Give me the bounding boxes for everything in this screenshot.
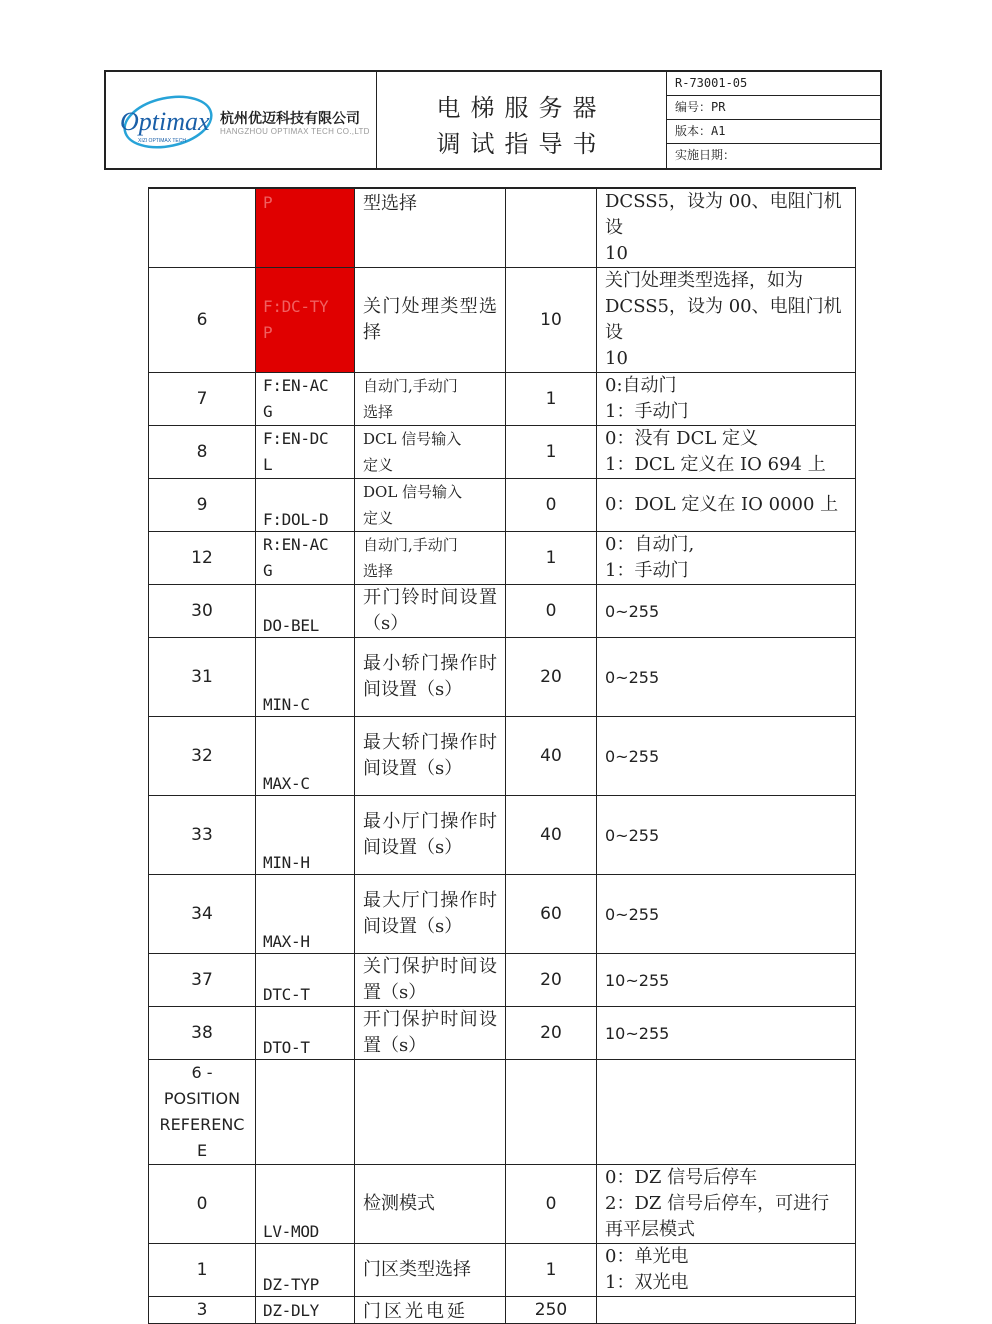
- param-number: 33: [149, 796, 256, 875]
- param-description: DOL 信号输入 定义: [355, 479, 506, 532]
- param-note: 0：单光电 1：双光电: [597, 1244, 856, 1297]
- param-note: 10~255: [597, 1007, 856, 1060]
- param-value: [506, 188, 597, 268]
- doc-version: 版本：A1: [667, 120, 880, 144]
- doc-effective-date: 实施日期：: [675, 148, 736, 162]
- param-value: 40: [506, 796, 597, 875]
- param-code: LV-MOD: [256, 1165, 355, 1244]
- doc-number: 编号：PR: [667, 96, 880, 120]
- section-heading: 6 - POSITION REFERENC E: [149, 1060, 256, 1165]
- param-value: 1: [506, 1244, 597, 1297]
- param-code: MAX-H: [256, 875, 355, 954]
- param-description: DCL 信号输入 定义: [355, 426, 506, 479]
- param-note: 0~255: [597, 585, 856, 638]
- table-row: [149, 717, 856, 796]
- table-row: [149, 875, 856, 954]
- param-number: [149, 188, 256, 268]
- svg-text:Optimax: Optimax: [120, 107, 210, 136]
- param-number: 3: [149, 1297, 256, 1324]
- param-number: 6: [149, 268, 256, 373]
- param-description: [355, 1060, 506, 1165]
- param-number: 34: [149, 875, 256, 954]
- param-description: 检测模式: [355, 1165, 506, 1244]
- param-description: 自动门,手动门 选择: [355, 373, 506, 426]
- param-note: 0：DOL 定义在 IO 0000 上: [597, 479, 856, 532]
- table-row: [149, 268, 856, 373]
- param-number: 12: [149, 532, 256, 585]
- param-code: F:EN-AC G: [256, 373, 355, 426]
- param-number: 32: [149, 717, 256, 796]
- param-description: 开门铃时间设置（s）: [355, 585, 506, 638]
- param-code: F:EN-DC L: [256, 426, 355, 479]
- param-description: 最小轿门操作时间设置（s）: [355, 638, 506, 717]
- param-code: DTC-T: [256, 954, 355, 1007]
- param-value: 10: [506, 268, 597, 373]
- table-row: [149, 1007, 856, 1060]
- table-row: [149, 954, 856, 1007]
- param-number: 7: [149, 373, 256, 426]
- title-cell: [377, 72, 667, 168]
- param-number: 37: [149, 954, 256, 1007]
- table-row: [149, 479, 856, 532]
- param-note: 关门处理类型选择，如为 DCSS5，设为 00、电阻门机设 10: [597, 268, 856, 373]
- param-description: 最小厅门操作时间设置（s）: [355, 796, 506, 875]
- param-value: 1: [506, 532, 597, 585]
- param-number: 1: [149, 1244, 256, 1297]
- parameter-table: [148, 187, 856, 1324]
- table-row: [149, 638, 856, 717]
- param-description: 关门处理类型选择: [355, 268, 506, 373]
- param-number: 8: [149, 426, 256, 479]
- param-description: 门区光电延: [355, 1297, 506, 1324]
- param-number: 9: [149, 479, 256, 532]
- param-description: 型选择: [355, 188, 506, 268]
- param-description: 门区类型选择: [355, 1244, 506, 1297]
- param-value: 20: [506, 638, 597, 717]
- doc-title-line1: 电梯服务器: [436, 94, 607, 122]
- doc-code: R-73001-05: [667, 72, 880, 96]
- param-number: 0: [149, 1165, 256, 1244]
- table-row: [149, 426, 856, 479]
- company-name-cn: 杭州优迈科技有限公司: [220, 111, 360, 127]
- param-note: [597, 1060, 856, 1165]
- table-row: [149, 1060, 856, 1165]
- param-value: 40: [506, 717, 597, 796]
- param-code: DO-BEL: [256, 585, 355, 638]
- param-code: DZ-TYP: [256, 1244, 355, 1297]
- svg-text:XIZI OPTIMAX TECH: XIZI OPTIMAX TECH: [138, 138, 186, 144]
- table-row: [149, 1165, 856, 1244]
- param-note: 0：没有 DCL 定义 1：DCL 定义在 IO 694 上: [597, 426, 856, 479]
- param-description: 关门保护时间设置（s）: [355, 954, 506, 1007]
- param-code: P: [256, 188, 355, 268]
- meta-cell: [667, 72, 880, 168]
- table-row: [149, 1244, 856, 1297]
- param-code: R:EN-AC G: [256, 532, 355, 585]
- param-value: 60: [506, 875, 597, 954]
- param-value: 20: [506, 954, 597, 1007]
- param-code: DTO-T: [256, 1007, 355, 1060]
- param-value: 0: [506, 1165, 597, 1244]
- logo-cell: [106, 72, 377, 168]
- param-note: [597, 1297, 856, 1324]
- table-row: [149, 532, 856, 585]
- param-note: 0~255: [597, 717, 856, 796]
- param-note: 0：自动门, 1：手动门: [597, 532, 856, 585]
- doc-title-line2: 调试指导书: [436, 130, 607, 158]
- param-value: [506, 1060, 597, 1165]
- param-note: 0:自动门 1：手动门: [597, 373, 856, 426]
- param-note: 10~255: [597, 954, 856, 1007]
- param-code: MAX-C: [256, 717, 355, 796]
- param-value: 0: [506, 479, 597, 532]
- param-note: 0~255: [597, 638, 856, 717]
- param-value: 1: [506, 373, 597, 426]
- table-row: [149, 373, 856, 426]
- param-code: F:DC-TY P: [256, 268, 355, 373]
- param-number: 30: [149, 585, 256, 638]
- param-code: F:DOL-D: [256, 479, 355, 532]
- param-note: DCSS5，设为 00、电阻门机设 10: [597, 188, 856, 268]
- param-value: 20: [506, 1007, 597, 1060]
- param-number: 38: [149, 1007, 256, 1060]
- table-row: [149, 188, 856, 268]
- param-code: [256, 1060, 355, 1165]
- param-code: MIN-H: [256, 796, 355, 875]
- company-name-en: HANGZHOU OPTIMAX TECH CO.,LTD: [220, 127, 370, 136]
- table-row: [149, 585, 856, 638]
- param-description: 开门保护时间设置（s）: [355, 1007, 506, 1060]
- param-code: MIN-C: [256, 638, 355, 717]
- document-header: [104, 70, 882, 170]
- table-row: [149, 1297, 856, 1324]
- param-description: 最大轿门操作时间设置（s）: [355, 717, 506, 796]
- table-row: [149, 796, 856, 875]
- param-value: 1: [506, 426, 597, 479]
- param-note: 0~255: [597, 875, 856, 954]
- param-note: 0~255: [597, 796, 856, 875]
- param-description: 最大厅门操作时间设置（s）: [355, 875, 506, 954]
- param-value: 250: [506, 1297, 597, 1324]
- param-code: DZ-DLY: [256, 1297, 355, 1324]
- param-value: 0: [506, 585, 597, 638]
- param-note: 0：DZ 信号后停车 2：DZ 信号后停车，可进行再平层模式: [597, 1165, 856, 1244]
- company-logo: [116, 90, 216, 156]
- param-number: 31: [149, 638, 256, 717]
- param-description: 自动门,手动门 选择: [355, 532, 506, 585]
